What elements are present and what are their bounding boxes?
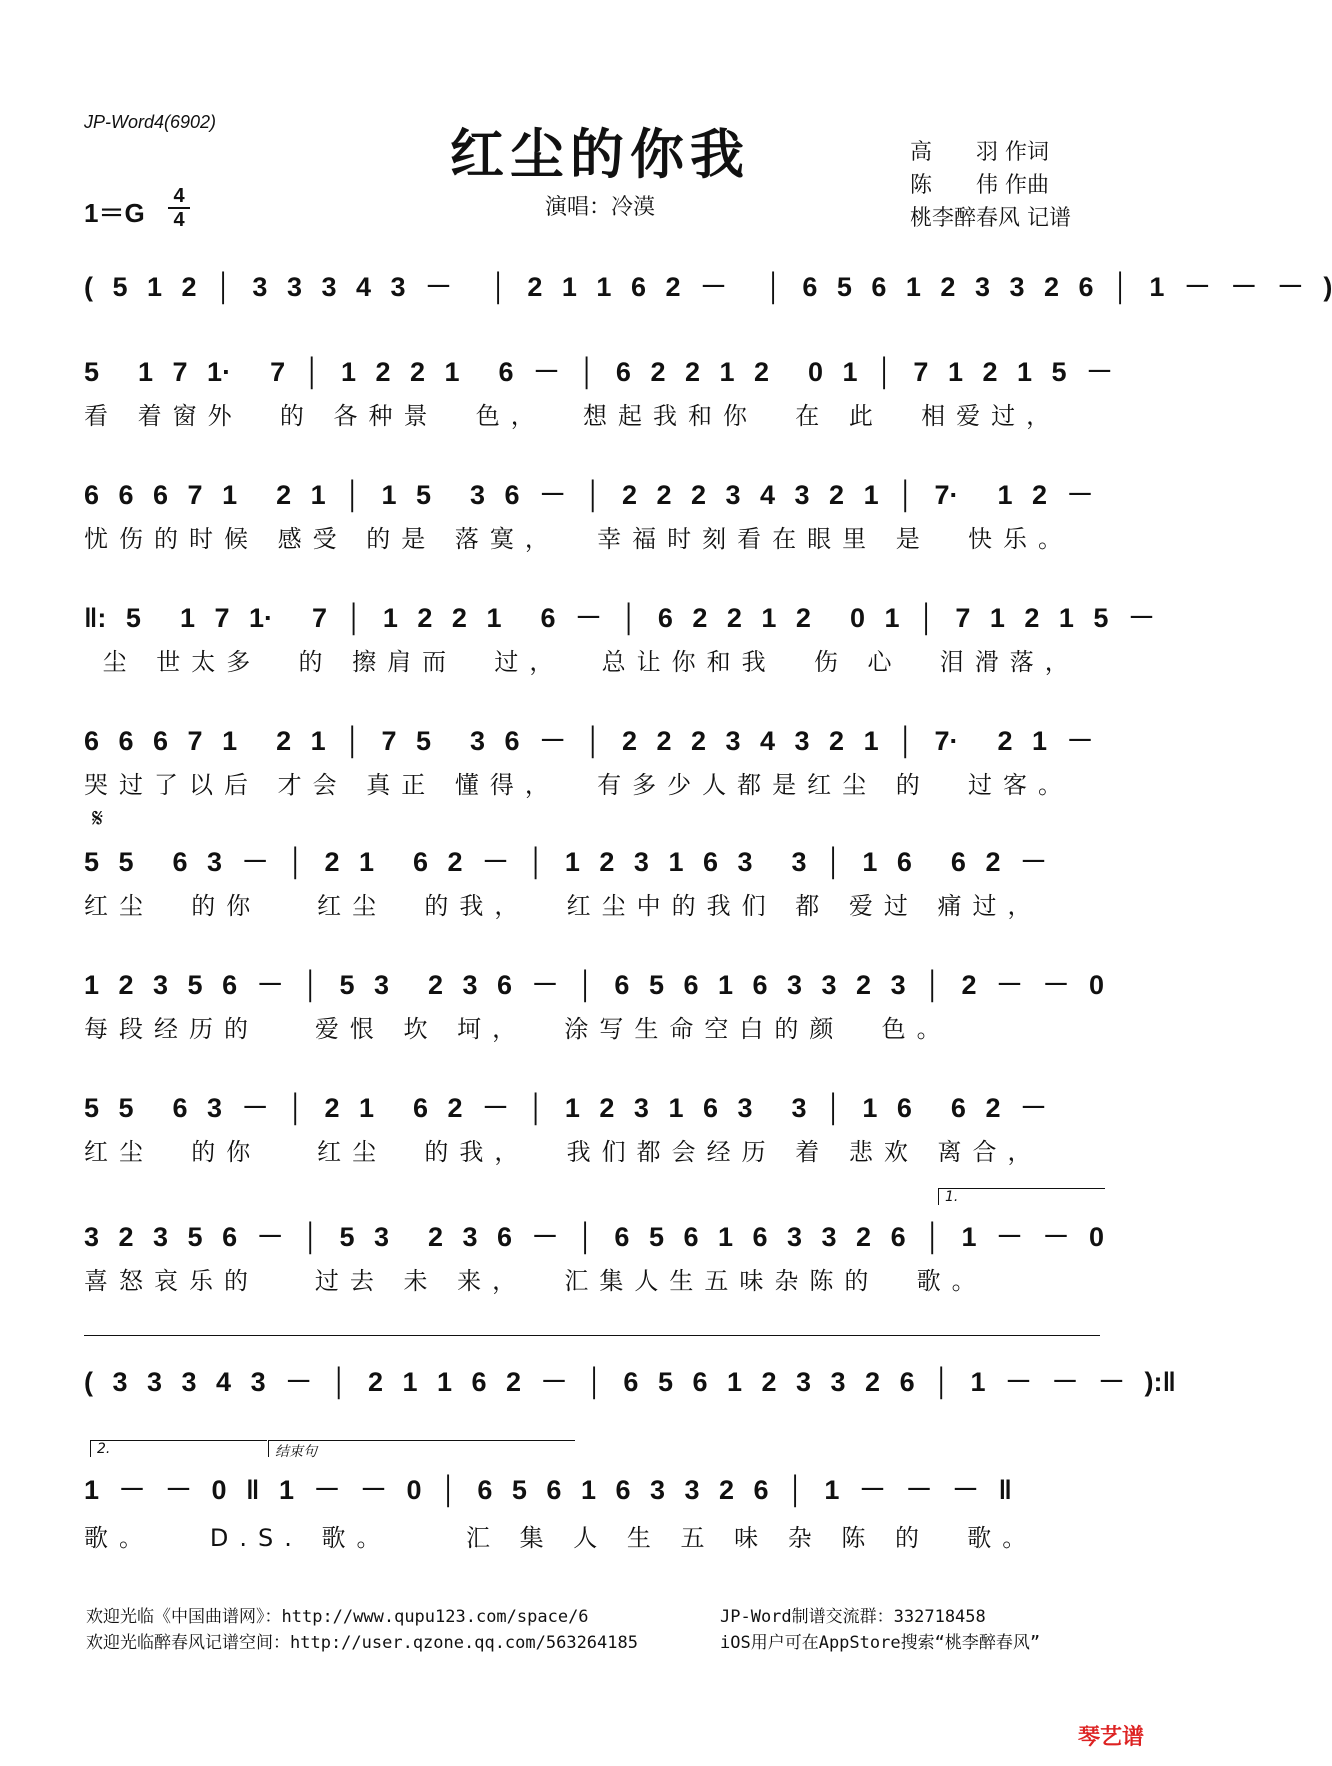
- page-title: 红尘的你我: [450, 122, 750, 186]
- notes-line: 1 － － 0 ‖ 1 － － 0 │ 6 5 6 1 6 3 3 2 6 │ 1 － － － ‖: [84, 1475, 1012, 1505]
- meter-bottom: 4: [173, 209, 185, 231]
- footer-line-3: JP-Word制谱交流群：332718458: [720, 1607, 986, 1627]
- key-signature: 1＝G: [84, 198, 145, 228]
- lyrics-line: 忧伤的时候 感受 的是 落寞， 幸福时刻看在眼里 是 快乐。: [84, 525, 1074, 553]
- notes-line: ‖: 5 1 7 1· 7 │ 1 2 2 1 6 － │ 6 2 2 1 2 0 1 │ 7 1 2 1 5 －: [84, 603, 1155, 633]
- time-signature: [168, 186, 190, 230]
- notes-line: 5 5 6 3 － │ 2 1 6 2 － │ 1 2 3 1 6 3 3 │ 1 6 6 2 －: [84, 1093, 1047, 1123]
- footer-line-1: 欢迎光临《中国曲谱网》：http://www.qupu123.com/space/6: [86, 1607, 589, 1627]
- lyrics-line: 歌。 D.S. 歌。 汇 集 人 生 五 味 杂 陈 的 歌。: [84, 1524, 1038, 1552]
- first-ending-label: 1.: [945, 1189, 959, 1205]
- footer-line-2: 欢迎光临醉春风记谱空间：http://user.qzone.qq.com/563264185: [86, 1633, 638, 1653]
- brand-watermark: 琴艺谱: [1078, 1725, 1145, 1750]
- lyrics-line: 喜怒哀乐的 过去 未 来， 汇集人生五味杂陈的 歌。: [84, 1267, 987, 1295]
- divider: [84, 1335, 1100, 1336]
- second-ending-bracket: [90, 1440, 267, 1457]
- notes-line: 6 6 6 7 1 2 1 │ 7 5 3 6 － │ 2 2 2 3 4 3 2 1 │ 7· 2 1 －: [84, 726, 1094, 756]
- coda-label: 结束句: [275, 1444, 317, 1460]
- footer-line-4: iOS用户可在AppStore搜索“桃李醉春风”: [720, 1633, 1041, 1653]
- notes-line: 3 2 3 5 6 － │ 5 3 2 3 6 － │ 6 5 6 1 6 3 3 2 6 │ 1 － － 0: [84, 1222, 1105, 1252]
- meter-top: 4: [173, 185, 185, 207]
- coda-bracket: [268, 1440, 575, 1460]
- lyrics-line: 看 着窗外 的 各种景 色， 想起我和你 在 此 相爱过，: [84, 402, 1062, 430]
- lyrics-line: 每段经历的 爱恨 坎 坷， 涂写生命空白的颜 色。: [84, 1015, 952, 1043]
- lyrics-line: 哭过了以后 才会 真正 懂得， 有多少人都是红尘 的 过客。: [84, 771, 1074, 799]
- first-ending-bracket: [938, 1188, 1105, 1205]
- software-label: JP-Word4(6902): [84, 112, 217, 132]
- lyrics-line: 红尘 的你 红尘 的我， 我们都会经历 着 悲欢 离合，: [84, 1138, 1043, 1166]
- lyrics-line: 红尘 的你 红尘 的我， 红尘中的我们 都 爱过 痛过，: [84, 892, 1043, 920]
- singer-label: 演唱：冷漠: [544, 195, 655, 220]
- second-ending-label: 2.: [97, 1441, 111, 1457]
- composer-credit: 陈 伟 作曲: [910, 173, 1049, 198]
- notes-line: 5 1 7 1· 7 │ 1 2 2 1 6 － │ 6 2 2 1 2 0 1 │ 7 1 2 1 5 －: [84, 357, 1114, 387]
- notes-line: 1 2 3 5 6 － │ 5 3 2 3 6 － │ 6 5 6 1 6 3 3 2 3 │ 2 － － 0: [84, 970, 1105, 1000]
- notes-line: ( 5 1 2 │ 3 3 3 4 3 － │ 2 1 1 6 2 － │ 6 5 6 1 2 3 3 2 6 │ 1 － － － ): [84, 272, 1332, 302]
- notes-line: 5 5 6 3 － │ 2 1 6 2 － │ 1 2 3 1 6 3 3 │ 1 6 6 2 －: [84, 847, 1047, 877]
- notes-line: 6 6 6 7 1 2 1 │ 1 5 3 6 － │ 2 2 2 3 4 3 2 1 │ 7· 1 2 －: [84, 480, 1094, 510]
- transcriber-credit: 桃李醉春风 记谱: [910, 206, 1071, 231]
- lyrics-line: 尘 世太多 的 擦肩而 过， 总让你和我 伤 心 泪滑落，: [84, 648, 1080, 676]
- lyricist-credit: 高 羽 作词: [910, 140, 1049, 165]
- notes-line: ( 3 3 3 4 3 － │ 2 1 1 6 2 － │ 6 5 6 1 2 3 3 2 6 │ 1 － － － ):‖: [84, 1367, 1176, 1397]
- segno-icon: 𝄋: [92, 804, 104, 834]
